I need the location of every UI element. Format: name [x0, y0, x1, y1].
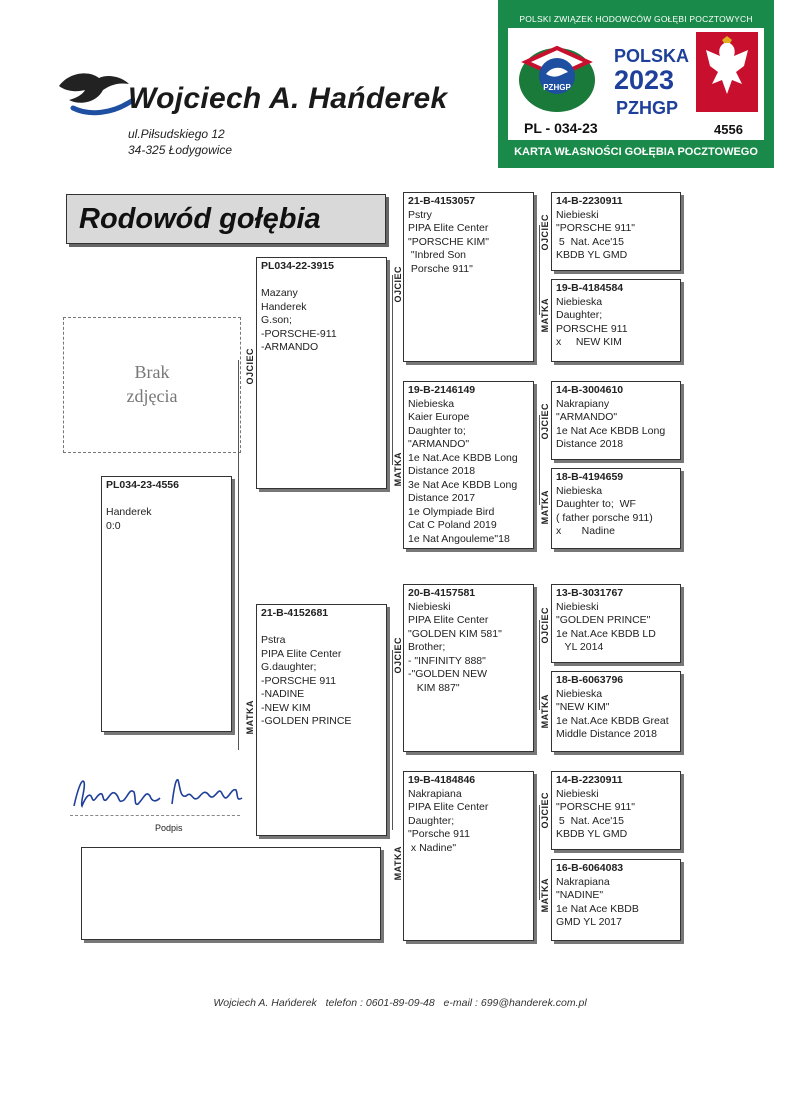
ring-number: 14-B-3004610: [556, 384, 624, 396]
label-father: OJCIEC: [393, 637, 403, 674]
pedigree-line: "GOLDEN PRINCE": [556, 614, 651, 626]
pedigree-line: Daughter;: [408, 814, 455, 827]
ring-number: 14-B-2230911: [556, 774, 623, 786]
pedigree-line: PIPA Elite Center: [408, 614, 489, 626]
pedigree-line: PORSCHE 911: [556, 322, 628, 335]
pedigree-line: x Nadine: [556, 525, 615, 537]
page-title: Rodowód gołębia: [79, 203, 321, 235]
pedigree-line: Niebieska: [556, 687, 603, 700]
pedigree-line: [261, 274, 382, 288]
pedigree-line: "Porsche 911: [408, 828, 470, 840]
pedigree-line: 0:0: [106, 519, 121, 532]
label-father: OJCIEC: [245, 348, 255, 385]
sire-sire-card: [403, 192, 534, 362]
signature-label: Podpis: [155, 823, 183, 833]
dds-card: [551, 771, 681, 850]
pedigree-line: "Inbred Son: [408, 249, 467, 261]
pedigree-line: 1e Nat.Ace KBDB Great: [556, 714, 669, 727]
dam-dam-card: [403, 771, 534, 941]
pedigree-line: Kaier Europe: [408, 411, 470, 423]
pedigree-line: Pstry: [408, 208, 432, 221]
pedigree-line: x Nadine": [408, 841, 457, 854]
dam-card: [256, 604, 387, 836]
dss-card: [551, 584, 681, 663]
pedigree-line: ( father porsche 911): [556, 511, 653, 524]
pedigree-line: "ARMANDO": [408, 438, 470, 450]
card-country: POLSKA: [614, 46, 690, 66]
notes-box: [81, 847, 381, 940]
signature-line: [70, 815, 240, 816]
pedigree-line: PIPA Elite Center: [408, 801, 489, 813]
pedigree-line: -ARMANDO: [261, 341, 319, 353]
ddd-card: [551, 859, 681, 941]
sire-card: [256, 257, 387, 489]
footer-email: e-mail : 699@handerek.com.pl: [443, 997, 587, 1009]
ring-number: 19-B-4184846: [408, 774, 476, 786]
card-footer: KARTA WŁASNOŚCI GOŁĘBIA POCZTOWEGO: [514, 146, 758, 158]
label-father: OJCIEC: [540, 403, 550, 440]
pedigree-line: Niebieski: [556, 787, 599, 800]
ring-number: 14-B-2230911: [556, 195, 623, 207]
label-mother: MATKA: [245, 700, 255, 735]
ring-number: 18-B-6063796: [556, 674, 624, 686]
pigeon-card: [101, 476, 232, 732]
pedigree-line: Middle Distance 2018: [556, 728, 657, 740]
pedigree-line: -PORSCHE-911: [261, 327, 337, 340]
label-mother: MATKA: [393, 452, 403, 487]
pedigree-line: 1e Nat.Ace KBDB Long: [408, 451, 518, 464]
pedigree-line: 1e Nat Ace KBDB Long: [556, 424, 666, 437]
photo-placeholder: [63, 317, 241, 453]
pedigree-line: 1e Nat Angouleme"18: [408, 532, 510, 545]
pedigree-line: "PORSCHE 911": [556, 222, 636, 234]
ring-number: 19-B-2146149: [408, 384, 476, 396]
breeder-name: Wojciech A. Hańderek: [128, 82, 448, 115]
pedigree-line: "NEW KIM": [556, 701, 610, 713]
connector: [392, 275, 393, 465]
pedigree-line: Niebieska: [408, 397, 455, 410]
pedigree-line: G.daughter;: [261, 661, 317, 673]
ring-number: 18-B-4194659: [556, 471, 624, 483]
pedigree-line: [106, 493, 227, 507]
breeder-logo: [55, 62, 135, 122]
pedigree-line: 5 Nat. Ace'15: [556, 235, 624, 248]
pedigree-line: PIPA Elite Center: [408, 222, 489, 234]
card-org: PZHGP: [616, 98, 679, 118]
pedigree-line: Daughter to;: [408, 424, 466, 437]
sdd-card: [551, 468, 681, 549]
pedigree-line: G.son;: [261, 314, 292, 326]
pedigree-line: -NADINE: [261, 688, 305, 700]
pedigree-line: "GOLDEN KIM 581": [408, 627, 502, 640]
pedigree-line: Daughter to; WF: [556, 498, 636, 510]
pedigree-line: KBDB YL GMD: [556, 828, 628, 840]
pedigree-line: 1e Nat.Ace KBDB LD: [556, 627, 656, 640]
pedigree-line: Niebieska: [556, 484, 603, 497]
ring-number: 20-B-4157581: [408, 587, 476, 599]
pedigree-line: 1e Olympiade Bird: [408, 505, 495, 518]
pedigree-line: "NADINE": [556, 889, 604, 901]
pedigree-line: Porsche 911": [408, 262, 473, 275]
pedigree-line: Niebieski: [556, 600, 599, 613]
pzhgp-logo-text: PZHGP: [543, 83, 571, 92]
footer: [0, 997, 800, 1009]
label-mother: MATKA: [540, 878, 550, 913]
pedigree-line: Nakrapiana: [556, 875, 610, 888]
pedigree-line: - "INFINITY 888": [408, 654, 486, 667]
pedigree-line: 5 Nat. Ace'15: [556, 814, 624, 827]
card-ring: PL - 034-23: [524, 120, 598, 136]
pedigree-line: Cat C Poland 2019: [408, 519, 497, 531]
dsd-card: [551, 671, 681, 752]
pedigree-line: KBDB YL GMD: [556, 249, 628, 261]
card-year: 2023: [614, 65, 675, 95]
footer-phone: telefon : 0601-89-09-48: [325, 997, 435, 1009]
pedigree-line: -PORSCHE 911: [261, 674, 337, 687]
card-header: POLSKI ZWIĄZEK HODOWCÓW GOŁĘBI POCZTOWYCH: [519, 14, 753, 24]
label-mother: MATKA: [393, 846, 403, 881]
pedigree-line: -"GOLDEN NEW: [408, 668, 487, 680]
pedigree-line: Nakrapiany: [556, 397, 610, 410]
breeder-city: 34-325 Łodygowice: [128, 143, 233, 157]
pedigree-line: 1e Nat Ace KBDB: [556, 902, 639, 915]
label-father: OJCIEC: [540, 214, 550, 251]
connector: [392, 650, 393, 830]
pedigree-line: x NEW KIM: [556, 336, 622, 348]
pedigree-line: Daughter;: [556, 309, 603, 321]
label-father: OJCIEC: [540, 792, 550, 829]
pedigree-line: Niebieski: [556, 208, 599, 221]
card-inner: [508, 28, 764, 140]
connector: [238, 360, 239, 750]
pedigree-line: Handerek: [106, 506, 152, 518]
ring-number: 19-B-4184584: [556, 282, 624, 294]
ring-number: PL034-23-4556: [106, 479, 179, 491]
pedigree-line: Pstra: [261, 634, 286, 646]
photo-placeholder-line2: zdjęcia: [126, 386, 178, 406]
label-mother: MATKA: [540, 490, 550, 525]
ssd-card: [551, 279, 681, 362]
signature: [68, 768, 248, 820]
pedigree-line: Mazany: [261, 287, 298, 299]
pedigree-line: Distance 2018: [556, 438, 624, 450]
ring-number: 16-B-6064083: [556, 862, 624, 874]
pedigree-line: Nakrapiana: [408, 787, 462, 800]
pedigree-line: -GOLDEN PRINCE: [261, 715, 352, 727]
title-box: [66, 194, 386, 244]
pedigree-line: "ARMANDO": [556, 411, 618, 423]
sire-dam-card: [403, 381, 534, 549]
pedigree-line: Brother;: [408, 641, 446, 653]
footer-name: Wojciech A. Hańderek: [213, 997, 317, 1009]
pedigree-line: Handerek: [261, 300, 307, 313]
pedigree-line: Distance 2017: [408, 492, 476, 504]
breeder-street: ul.Piłsudskiego 12: [128, 127, 225, 141]
pedigree-line: 3e Nat Ace KBDB Long: [408, 478, 518, 491]
card-number: 4556: [714, 122, 743, 137]
ownership-card: [498, 0, 774, 168]
pedigree-line: Niebieski: [408, 600, 451, 613]
pedigree-line: GMD YL 2017: [556, 916, 622, 928]
pedigree-line: "PORSCHE 911": [556, 801, 636, 813]
pedigree-line: Distance 2018: [408, 465, 476, 477]
ring-number: 13-B-3031767: [556, 587, 624, 599]
sds-card: [551, 381, 681, 460]
ring-number: 21-B-4153057: [408, 195, 476, 207]
pzhgp-logo: [516, 34, 598, 114]
pedigree-line: KIM 887": [408, 681, 460, 694]
photo-placeholder-line1: Brak: [134, 362, 170, 382]
pedigree-line: "PORSCHE KIM": [408, 235, 489, 248]
ring-number: PL034-22-3915: [261, 260, 334, 272]
pedigree-line: [261, 621, 382, 635]
pedigree-line: PIPA Elite Center: [261, 647, 342, 660]
pedigree-line: -NEW KIM: [261, 701, 311, 714]
ring-number: 21-B-4152681: [261, 607, 329, 619]
label-father: OJCIEC: [540, 607, 550, 644]
label-mother: MATKA: [540, 298, 550, 333]
label-father: OJCIEC: [393, 266, 403, 303]
pedigree-line: Niebieska: [556, 295, 603, 308]
dam-sire-card: [403, 584, 534, 752]
polish-eagle-icon: [696, 32, 758, 112]
label-mother: MATKA: [540, 694, 550, 729]
pedigree-line: YL 2014: [556, 641, 604, 653]
sss-card: [551, 192, 681, 271]
